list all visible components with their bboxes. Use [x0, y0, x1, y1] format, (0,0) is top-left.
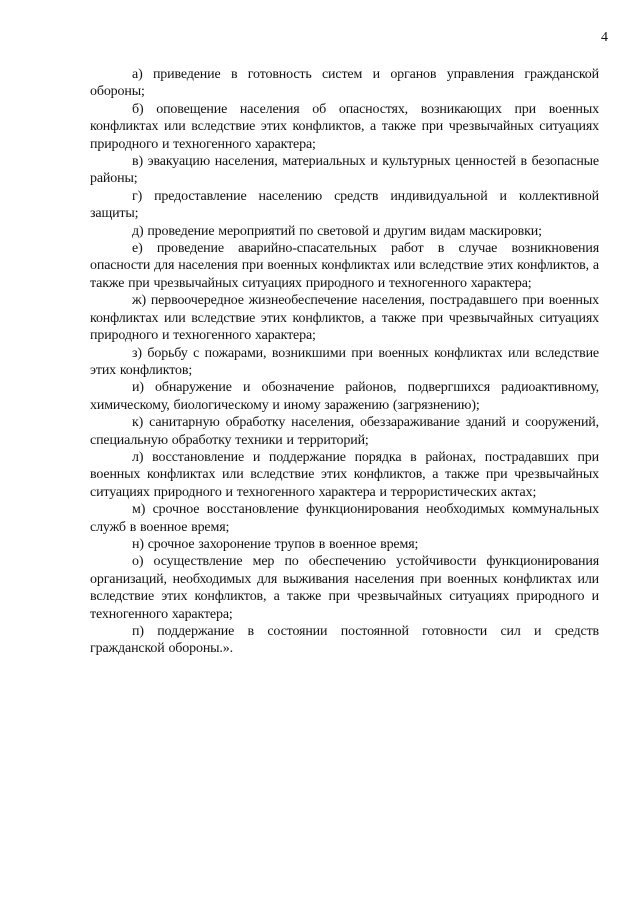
list-item-l: л) восстановление и поддержание порядка в районах, пострадавших при военных конфликтах или вследствие этих конфликтов, а также при чрезвычайных ситуациях природного и техногенного характера и террористических актах;: [90, 449, 599, 500]
list-item-v: в) эвакуацию населения, материальных и культурных ценностей в безопасные районы;: [90, 154, 599, 187]
list-item-z: з) борьбу с пожарами, возникшими при военных конфликтах или вследствие этих конфликтов;: [90, 345, 599, 378]
page-number: 4: [601, 30, 608, 45]
list-item-i: и) обнаружение и обозначение районов, подвергшихся радиоактивному, химическому, биологическому и иному заражению (загрязнению);: [90, 380, 599, 413]
list-item-b: б) оповещение населения об опасностях, возникающих при военных конфликтах или вследствие этих конфликтов, а также при чрезвычайных ситуациях природного и техногенного характера;: [90, 101, 599, 152]
list-item-d: д) проведение мероприятий по световой и другим видам маскировки;: [132, 223, 542, 239]
list-item-e: е) проведение аварийно-спасательных работ в случае возникновения опасности для населения при военных конфликтах или вследствие этих конфликтов, а также при чрезвычайных ситуациях природного и техногенного характера;: [90, 241, 599, 291]
list-item-p: п) поддержание в состоянии постоянной готовности сил и средств гражданской обороны.».: [90, 624, 599, 657]
document-body: [90, 66, 599, 658]
list-item-k: к) санитарную обработку населения, обеззараживание зданий и сооружений, специальную обработку техники и территорий;: [90, 415, 599, 448]
list-item-zh: ж) первоочередное жизнеобеспечение населения, пострадавшего при военных конфликтах или вследствие этих конфликтов, а также при чрезвычайных ситуациях природного и техногенного характера;: [90, 293, 599, 344]
list-item-o: о) осуществление мер по обеспечению устойчивости функционирования организаций, необходимых для выживания населения при военных конфликтах или вследствие этих конфликтов, а также при чрезвычайных ситуациях природного и техногенного характера;: [90, 554, 599, 622]
list-item-n: н) срочное захоронение трупов в военное время;: [132, 536, 419, 552]
list-item-g: г) предоставление населению средств индивидуальной и коллективной защиты;: [90, 188, 599, 222]
list-item-a: а) приведение в готовность систем и органов управления гражданской обороны;: [90, 67, 599, 100]
list-item-m: м) срочное восстановление функционирования необходимых коммунальных служб в военное время;: [90, 502, 599, 535]
